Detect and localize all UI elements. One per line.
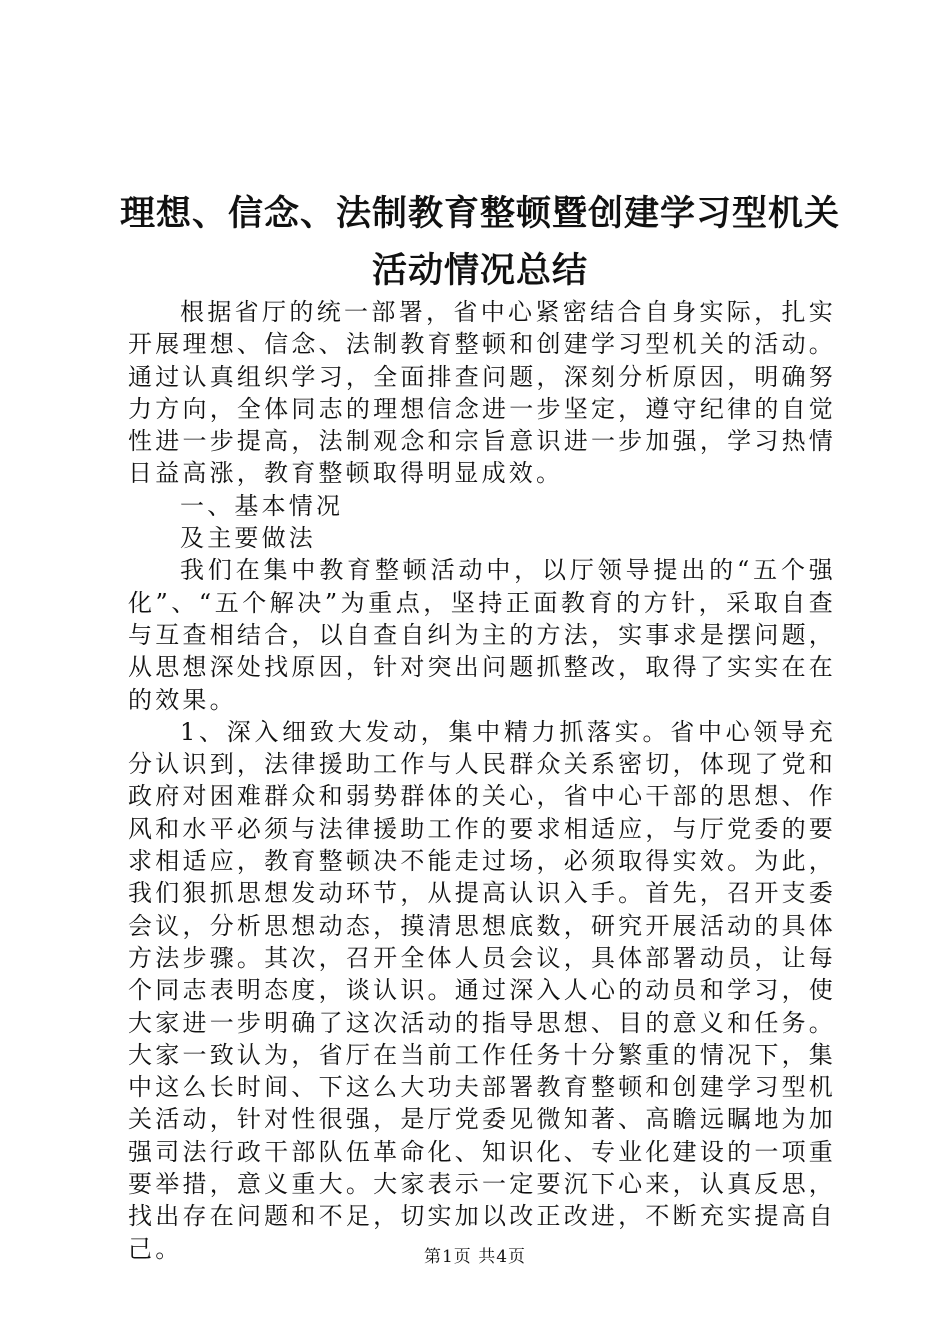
section-heading-1-cont: 及主要做法 bbox=[180, 524, 316, 553]
section-heading-1: 一、基本情况 bbox=[180, 491, 344, 520]
method-paragraph: 我们在集中教育整顿活动中，以厅领导提出的“五个强化”、“五个解决”为重点，坚持正面教育的方针，采取自查与互查相结合，以自查自纠为主的方法，实事求是摆问题，从思想深处找原因，针对突出问题抓整改，取得了实实在在的效果。 bbox=[128, 556, 836, 714]
page-footer: 第1页 共4页 bbox=[423, 1247, 527, 1267]
point-1-paragraph: 1、深入细致大发动，集中精力抓落实。省中心领导充分认识到，法律援助工作与人民群众关系密切，体现了党和政府对困难群众和弱势群体的关心，省中心干部的思想、作风和水平必须与法律援助工作的要求相适应，与厅党委的要求相适应，教育整顿决不能走过场，必须取得实效。为此，我们狠抓思想发动环节，从提高认识入手。首先，召开支委会议，分析思想动态，摸清思想底数，研究开展活动的具体方法步骤。其次，召开全体人员会议，具体部署动员，让每个同志表明态度，谈认识。通过深入人心的动员和学习，使大家进一步明确了这次活动的指导思想、目的意义和任务。大家一致认为，省厅在当前工作任务十分繁重的情况下，集中这么长时间、下这么大功夫部署教育整顿和创建学习型机关活动，针对性很强，是厅党委见微知著、高瞻远瞩地为加强司法行政干部队伍革命化、知识化、专业化建设的一项重要举措，意义重大。大家表示一定要沉下心来，认真反思，找出存在问题和不足，切实加以改正改进，不断充实提高自己。 bbox=[128, 717, 836, 1263]
document-title-line-2: 活动情况总结 bbox=[371, 251, 588, 291]
intro-paragraph: 根据省厅的统一部署，省中心紧密结合自身实际，扎实开展理想、信念、法制教育整顿和创建学习型机关的活动。通过认真组织学习，全面排查问题，深刻分析原因，明确努力方向，全体同志的理想信念进一步坚定，遵守纪律的自觉性进一步提高，法制观念和宗旨意识进一步加强，学习热情日益高涨，教育整顿取得明显成效。 bbox=[128, 298, 836, 488]
document-body bbox=[128, 296, 836, 1265]
document-title-line-1: 理想、信念、法制教育整顿暨创建学习型机关 bbox=[120, 194, 841, 234]
